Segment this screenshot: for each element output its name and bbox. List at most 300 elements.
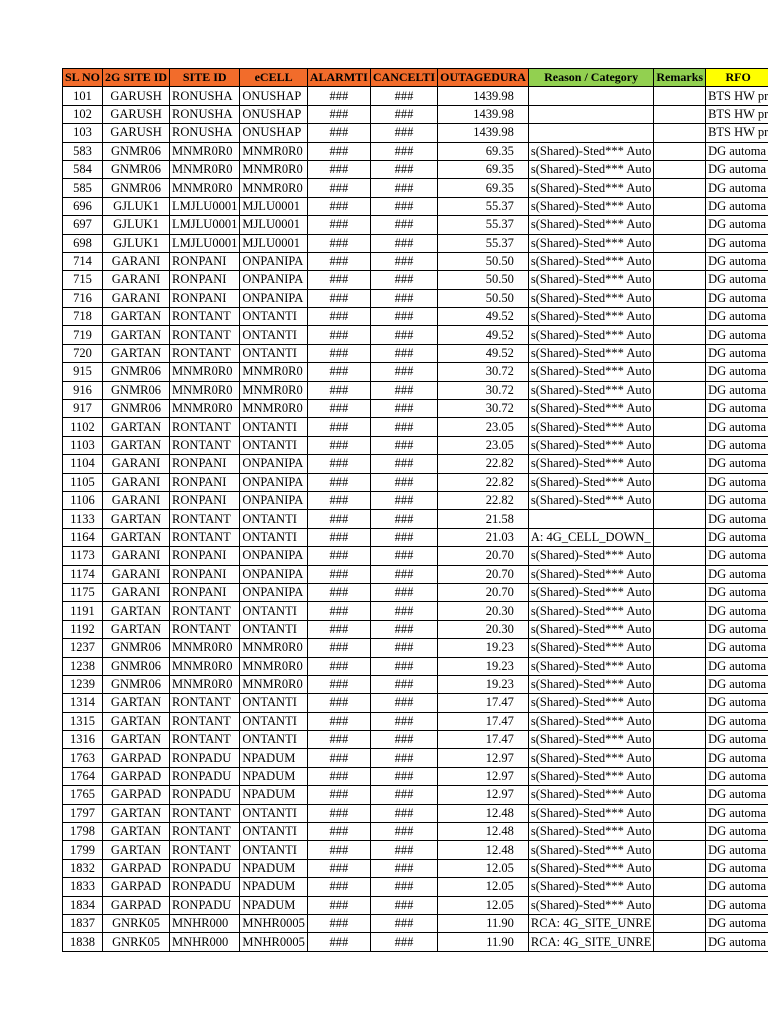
cell-site-id[interactable]: RONTANT <box>170 308 240 326</box>
cell-site-id[interactable]: RONTANT <box>170 326 240 344</box>
cell-remarks[interactable] <box>654 859 706 877</box>
cell-ecell[interactable]: MNMR0R0 <box>240 160 308 178</box>
cell-site-id[interactable]: RONPANI <box>170 547 240 565</box>
cell-cancel-time[interactable]: ### <box>370 657 437 675</box>
cell-rfo[interactable]: DG automa <box>706 308 768 326</box>
cell-cancel-time[interactable]: ### <box>370 510 437 528</box>
cell-outage-duration[interactable]: 17.47 <box>438 712 529 730</box>
cell-site-id[interactable]: RONUSHA <box>170 87 240 105</box>
cell-site-id[interactable]: RONPANI <box>170 252 240 270</box>
cell-ecell[interactable]: ONPANIPA <box>240 455 308 473</box>
cell-sl-no[interactable]: 697 <box>63 216 103 234</box>
cell-alarm-time[interactable]: ### <box>307 344 370 362</box>
cell-outage-duration[interactable]: 12.05 <box>438 896 529 914</box>
cell-alarm-time[interactable]: ### <box>307 933 370 951</box>
cell-alarm-time[interactable]: ### <box>307 767 370 785</box>
cell-outage-duration[interactable]: 20.70 <box>438 583 529 601</box>
cell-outage-duration[interactable]: 1439.98 <box>438 105 529 123</box>
cell-cancel-time[interactable]: ### <box>370 583 437 601</box>
cell-rfo[interactable]: DG automa <box>706 583 768 601</box>
cell-sl-no[interactable]: 1239 <box>63 675 103 693</box>
cell-remarks[interactable] <box>654 344 706 362</box>
cell-remarks[interactable] <box>654 400 706 418</box>
cell-2g-site-id[interactable]: GNMR06 <box>103 363 170 381</box>
cell-reason-category[interactable]: s(Shared)-Sted*** Auto <box>528 657 654 675</box>
cell-ecell[interactable]: ONPANIPA <box>240 547 308 565</box>
cell-sl-no[interactable]: 720 <box>63 344 103 362</box>
cell-rfo[interactable]: DG automa <box>706 455 768 473</box>
cell-site-id[interactable]: RONUSHA <box>170 124 240 142</box>
cell-2g-site-id[interactable]: GARPAD <box>103 896 170 914</box>
cell-reason-category[interactable]: s(Shared)-Sted*** Auto <box>528 602 654 620</box>
cell-rfo[interactable]: BTS HW pr <box>706 87 768 105</box>
cell-remarks[interactable] <box>654 804 706 822</box>
cell-rfo[interactable]: DG automa <box>706 363 768 381</box>
cell-cancel-time[interactable]: ### <box>370 381 437 399</box>
cell-cancel-time[interactable]: ### <box>370 859 437 877</box>
cell-rfo[interactable]: DG automa <box>706 731 768 749</box>
cell-alarm-time[interactable]: ### <box>307 216 370 234</box>
cell-2g-site-id[interactable]: GARTAN <box>103 694 170 712</box>
cell-site-id[interactable]: RONTANT <box>170 804 240 822</box>
cell-rfo[interactable]: DG automa <box>706 436 768 454</box>
column-header-site-id[interactable]: SITE ID <box>170 69 240 87</box>
cell-alarm-time[interactable]: ### <box>307 602 370 620</box>
cell-alarm-time[interactable]: ### <box>307 160 370 178</box>
cell-2g-site-id[interactable]: GARANI <box>103 491 170 509</box>
cell-2g-site-id[interactable]: GNMR06 <box>103 381 170 399</box>
cell-ecell[interactable]: ONPANIPA <box>240 583 308 601</box>
cell-alarm-time[interactable]: ### <box>307 105 370 123</box>
cell-ecell[interactable]: ONTANTI <box>240 528 308 546</box>
cell-rfo[interactable]: DG automa <box>706 491 768 509</box>
cell-ecell[interactable]: NPADUM <box>240 859 308 877</box>
cell-cancel-time[interactable]: ### <box>370 105 437 123</box>
cell-rfo[interactable]: DG automa <box>706 694 768 712</box>
cell-remarks[interactable] <box>654 271 706 289</box>
cell-cancel-time[interactable]: ### <box>370 473 437 491</box>
cell-sl-no[interactable]: 1763 <box>63 749 103 767</box>
cell-remarks[interactable] <box>654 675 706 693</box>
cell-reason-category[interactable]: RCA: 4G_SITE_UNRE <box>528 914 654 932</box>
cell-2g-site-id[interactable]: GARPAD <box>103 767 170 785</box>
cell-alarm-time[interactable]: ### <box>307 197 370 215</box>
cell-2g-site-id[interactable]: GARTAN <box>103 620 170 638</box>
cell-cancel-time[interactable]: ### <box>370 694 437 712</box>
cell-alarm-time[interactable]: ### <box>307 491 370 509</box>
cell-reason-category[interactable] <box>528 510 654 528</box>
cell-rfo[interactable]: DG automa <box>706 160 768 178</box>
cell-reason-category[interactable]: s(Shared)-Sted*** Auto <box>528 197 654 215</box>
cell-remarks[interactable] <box>654 363 706 381</box>
cell-site-id[interactable]: RONTANT <box>170 841 240 859</box>
cell-site-id[interactable]: LMJLU0001 <box>170 234 240 252</box>
cell-ecell[interactable]: MNMR0R0 <box>240 179 308 197</box>
cell-sl-no[interactable]: 698 <box>63 234 103 252</box>
cell-cancel-time[interactable]: ### <box>370 363 437 381</box>
cell-alarm-time[interactable]: ### <box>307 418 370 436</box>
cell-reason-category[interactable]: s(Shared)-Sted*** Auto <box>528 675 654 693</box>
cell-reason-category[interactable]: s(Shared)-Sted*** Auto <box>528 418 654 436</box>
cell-outage-duration[interactable]: 22.82 <box>438 455 529 473</box>
cell-sl-no[interactable]: 1173 <box>63 547 103 565</box>
cell-rfo[interactable]: DG automa <box>706 197 768 215</box>
cell-remarks[interactable] <box>654 124 706 142</box>
cell-2g-site-id[interactable]: GARANI <box>103 455 170 473</box>
cell-cancel-time[interactable]: ### <box>370 565 437 583</box>
cell-outage-duration[interactable]: 12.48 <box>438 841 529 859</box>
cell-alarm-time[interactable]: ### <box>307 124 370 142</box>
cell-remarks[interactable] <box>654 896 706 914</box>
cell-outage-duration[interactable]: 20.30 <box>438 620 529 638</box>
cell-reason-category[interactable]: s(Shared)-Sted*** Auto <box>528 712 654 730</box>
cell-2g-site-id[interactable]: GARTAN <box>103 712 170 730</box>
cell-sl-no[interactable]: 102 <box>63 105 103 123</box>
cell-cancel-time[interactable]: ### <box>370 344 437 362</box>
cell-ecell[interactable]: NPADUM <box>240 767 308 785</box>
cell-sl-no[interactable]: 1238 <box>63 657 103 675</box>
cell-site-id[interactable]: RONPANI <box>170 491 240 509</box>
cell-2g-site-id[interactable]: GNMR06 <box>103 400 170 418</box>
cell-alarm-time[interactable]: ### <box>307 823 370 841</box>
cell-site-id[interactable]: RONPADU <box>170 878 240 896</box>
cell-ecell[interactable]: ONTANTI <box>240 344 308 362</box>
cell-reason-category[interactable]: s(Shared)-Sted*** Auto <box>528 344 654 362</box>
cell-cancel-time[interactable]: ### <box>370 712 437 730</box>
cell-remarks[interactable] <box>654 179 706 197</box>
cell-outage-duration[interactable]: 49.52 <box>438 326 529 344</box>
cell-rfo[interactable]: DG automa <box>706 234 768 252</box>
cell-reason-category[interactable]: s(Shared)-Sted*** Auto <box>528 731 654 749</box>
cell-site-id[interactable]: LMJLU0001 <box>170 216 240 234</box>
cell-site-id[interactable]: RONPANI <box>170 271 240 289</box>
cell-ecell[interactable]: MNMR0R0 <box>240 675 308 693</box>
cell-2g-site-id[interactable]: GARTAN <box>103 528 170 546</box>
cell-site-id[interactable]: MNMR0R0 <box>170 363 240 381</box>
cell-2g-site-id[interactable]: GARTAN <box>103 823 170 841</box>
cell-2g-site-id[interactable]: GARTAN <box>103 804 170 822</box>
cell-alarm-time[interactable]: ### <box>307 510 370 528</box>
cell-site-id[interactable]: RONTANT <box>170 418 240 436</box>
cell-remarks[interactable] <box>654 639 706 657</box>
cell-sl-no[interactable]: 1103 <box>63 436 103 454</box>
cell-2g-site-id[interactable]: GNMR06 <box>103 142 170 160</box>
cell-2g-site-id[interactable]: GARANI <box>103 252 170 270</box>
cell-sl-no[interactable]: 1174 <box>63 565 103 583</box>
cell-cancel-time[interactable]: ### <box>370 841 437 859</box>
cell-sl-no[interactable]: 915 <box>63 363 103 381</box>
cell-outage-duration[interactable]: 69.35 <box>438 142 529 160</box>
cell-outage-duration[interactable]: 11.90 <box>438 914 529 932</box>
cell-rfo[interactable]: DG automa <box>706 933 768 951</box>
cell-remarks[interactable] <box>654 749 706 767</box>
cell-site-id[interactable]: RONPANI <box>170 289 240 307</box>
cell-cancel-time[interactable]: ### <box>370 271 437 289</box>
cell-2g-site-id[interactable]: GNMR06 <box>103 657 170 675</box>
cell-cancel-time[interactable]: ### <box>370 620 437 638</box>
cell-rfo[interactable]: DG automa <box>706 528 768 546</box>
cell-reason-category[interactable]: s(Shared)-Sted*** Auto <box>528 767 654 785</box>
column-header-2g-site-id[interactable]: 2G SITE ID <box>103 69 170 87</box>
cell-remarks[interactable] <box>654 436 706 454</box>
cell-2g-site-id[interactable]: GARANI <box>103 583 170 601</box>
cell-alarm-time[interactable]: ### <box>307 252 370 270</box>
cell-rfo[interactable]: DG automa <box>706 804 768 822</box>
cell-ecell[interactable]: ONPANIPA <box>240 252 308 270</box>
cell-ecell[interactable]: ONTANTI <box>240 436 308 454</box>
cell-alarm-time[interactable]: ### <box>307 87 370 105</box>
cell-ecell[interactable]: ONTANTI <box>240 823 308 841</box>
cell-sl-no[interactable]: 718 <box>63 308 103 326</box>
cell-reason-category[interactable]: s(Shared)-Sted*** Auto <box>528 841 654 859</box>
cell-remarks[interactable] <box>654 712 706 730</box>
cell-rfo[interactable]: DG automa <box>706 767 768 785</box>
cell-cancel-time[interactable]: ### <box>370 160 437 178</box>
cell-reason-category[interactable]: s(Shared)-Sted*** Auto <box>528 620 654 638</box>
cell-outage-duration[interactable]: 12.97 <box>438 786 529 804</box>
cell-remarks[interactable] <box>654 620 706 638</box>
cell-outage-duration[interactable]: 21.58 <box>438 510 529 528</box>
cell-cancel-time[interactable]: ### <box>370 142 437 160</box>
cell-2g-site-id[interactable]: GJLUK1 <box>103 197 170 215</box>
cell-rfo[interactable]: DG automa <box>706 878 768 896</box>
cell-reason-category[interactable]: s(Shared)-Sted*** Auto <box>528 234 654 252</box>
cell-reason-category[interactable]: s(Shared)-Sted*** Auto <box>528 878 654 896</box>
cell-cancel-time[interactable]: ### <box>370 436 437 454</box>
cell-cancel-time[interactable]: ### <box>370 197 437 215</box>
cell-2g-site-id[interactable]: GARANI <box>103 565 170 583</box>
cell-rfo[interactable]: DG automa <box>706 620 768 638</box>
cell-ecell[interactable]: MNMR0R0 <box>240 142 308 160</box>
cell-2g-site-id[interactable]: GARANI <box>103 547 170 565</box>
cell-cancel-time[interactable]: ### <box>370 252 437 270</box>
cell-site-id[interactable]: RONPANI <box>170 565 240 583</box>
cell-site-id[interactable]: MNMR0R0 <box>170 675 240 693</box>
cell-outage-duration[interactable]: 23.05 <box>438 436 529 454</box>
cell-site-id[interactable]: MNMR0R0 <box>170 400 240 418</box>
cell-ecell[interactable]: NPADUM <box>240 786 308 804</box>
cell-reason-category[interactable]: s(Shared)-Sted*** Auto <box>528 583 654 601</box>
cell-ecell[interactable]: MNMR0R0 <box>240 639 308 657</box>
column-header-outage-duration[interactable]: OUTAGEDURA <box>438 69 529 87</box>
cell-sl-no[interactable]: 583 <box>63 142 103 160</box>
cell-outage-duration[interactable]: 23.05 <box>438 418 529 436</box>
cell-rfo[interactable]: DG automa <box>706 675 768 693</box>
cell-alarm-time[interactable]: ### <box>307 878 370 896</box>
cell-site-id[interactable]: RONTANT <box>170 712 240 730</box>
cell-sl-no[interactable]: 1837 <box>63 914 103 932</box>
cell-cancel-time[interactable]: ### <box>370 289 437 307</box>
cell-rfo[interactable]: DG automa <box>706 400 768 418</box>
cell-alarm-time[interactable]: ### <box>307 583 370 601</box>
cell-outage-duration[interactable]: 1439.98 <box>438 87 529 105</box>
cell-site-id[interactable]: RONPADU <box>170 749 240 767</box>
cell-alarm-time[interactable]: ### <box>307 547 370 565</box>
cell-alarm-time[interactable]: ### <box>307 234 370 252</box>
cell-reason-category[interactable]: s(Shared)-Sted*** Auto <box>528 308 654 326</box>
cell-alarm-time[interactable]: ### <box>307 381 370 399</box>
cell-rfo[interactable]: DG automa <box>706 418 768 436</box>
cell-sl-no[interactable]: 1106 <box>63 491 103 509</box>
cell-reason-category[interactable]: s(Shared)-Sted*** Auto <box>528 565 654 583</box>
cell-site-id[interactable]: RONTANT <box>170 344 240 362</box>
cell-outage-duration[interactable]: 22.82 <box>438 491 529 509</box>
cell-remarks[interactable] <box>654 786 706 804</box>
cell-outage-duration[interactable]: 12.48 <box>438 804 529 822</box>
cell-2g-site-id[interactable]: GARPAD <box>103 786 170 804</box>
cell-alarm-time[interactable]: ### <box>307 528 370 546</box>
cell-site-id[interactable]: RONTANT <box>170 694 240 712</box>
cell-2g-site-id[interactable]: GARTAN <box>103 418 170 436</box>
cell-alarm-time[interactable]: ### <box>307 308 370 326</box>
cell-cancel-time[interactable]: ### <box>370 87 437 105</box>
cell-reason-category[interactable]: s(Shared)-Sted*** Auto <box>528 473 654 491</box>
cell-sl-no[interactable]: 1798 <box>63 823 103 841</box>
cell-2g-site-id[interactable]: GARTAN <box>103 344 170 362</box>
cell-sl-no[interactable]: 1133 <box>63 510 103 528</box>
cell-ecell[interactable]: ONUSHAP <box>240 105 308 123</box>
cell-site-id[interactable]: MNMR0R0 <box>170 657 240 675</box>
cell-2g-site-id[interactable]: GARPAD <box>103 859 170 877</box>
cell-outage-duration[interactable]: 69.35 <box>438 160 529 178</box>
cell-outage-duration[interactable]: 19.23 <box>438 657 529 675</box>
cell-outage-duration[interactable]: 19.23 <box>438 639 529 657</box>
cell-sl-no[interactable]: 1834 <box>63 896 103 914</box>
cell-2g-site-id[interactable]: GNMR06 <box>103 160 170 178</box>
cell-alarm-time[interactable]: ### <box>307 841 370 859</box>
cell-outage-duration[interactable]: 20.70 <box>438 547 529 565</box>
cell-sl-no[interactable]: 585 <box>63 179 103 197</box>
cell-remarks[interactable] <box>654 308 706 326</box>
cell-sl-no[interactable]: 719 <box>63 326 103 344</box>
cell-rfo[interactable]: DG automa <box>706 914 768 932</box>
cell-reason-category[interactable] <box>528 124 654 142</box>
cell-2g-site-id[interactable]: GARPAD <box>103 749 170 767</box>
cell-reason-category[interactable]: s(Shared)-Sted*** Auto <box>528 326 654 344</box>
cell-sl-no[interactable]: 1797 <box>63 804 103 822</box>
cell-rfo[interactable]: DG automa <box>706 749 768 767</box>
cell-site-id[interactable]: RONTANT <box>170 528 240 546</box>
cell-outage-duration[interactable]: 55.37 <box>438 197 529 215</box>
cell-reason-category[interactable]: s(Shared)-Sted*** Auto <box>528 639 654 657</box>
cell-reason-category[interactable]: s(Shared)-Sted*** Auto <box>528 179 654 197</box>
cell-alarm-time[interactable]: ### <box>307 179 370 197</box>
cell-cancel-time[interactable]: ### <box>370 124 437 142</box>
cell-alarm-time[interactable]: ### <box>307 473 370 491</box>
column-header-remarks[interactable]: Remarks <box>654 69 706 87</box>
cell-sl-no[interactable]: 1102 <box>63 418 103 436</box>
cell-remarks[interactable] <box>654 841 706 859</box>
cell-ecell[interactable]: MJLU0001 <box>240 234 308 252</box>
column-header-cancel-time[interactable]: CANCELTI <box>370 69 437 87</box>
cell-ecell[interactable]: ONTANTI <box>240 510 308 528</box>
cell-remarks[interactable] <box>654 87 706 105</box>
cell-alarm-time[interactable]: ### <box>307 565 370 583</box>
cell-remarks[interactable] <box>654 528 706 546</box>
cell-sl-no[interactable]: 1104 <box>63 455 103 473</box>
cell-remarks[interactable] <box>654 252 706 270</box>
cell-reason-category[interactable]: s(Shared)-Sted*** Auto <box>528 381 654 399</box>
cell-reason-category[interactable] <box>528 87 654 105</box>
cell-outage-duration[interactable]: 12.48 <box>438 823 529 841</box>
cell-site-id[interactable]: MNMR0R0 <box>170 142 240 160</box>
cell-cancel-time[interactable]: ### <box>370 547 437 565</box>
cell-rfo[interactable]: BTS HW pr <box>706 105 768 123</box>
cell-2g-site-id[interactable]: GARUSH <box>103 105 170 123</box>
cell-sl-no[interactable]: 1315 <box>63 712 103 730</box>
cell-sl-no[interactable]: 1838 <box>63 933 103 951</box>
cell-2g-site-id[interactable]: GARTAN <box>103 602 170 620</box>
cell-sl-no[interactable]: 1175 <box>63 583 103 601</box>
cell-remarks[interactable] <box>654 142 706 160</box>
cell-alarm-time[interactable]: ### <box>307 326 370 344</box>
cell-alarm-time[interactable]: ### <box>307 657 370 675</box>
cell-cancel-time[interactable]: ### <box>370 878 437 896</box>
cell-ecell[interactable]: ONTANTI <box>240 326 308 344</box>
cell-site-id[interactable]: LMJLU0001 <box>170 197 240 215</box>
cell-alarm-time[interactable]: ### <box>307 436 370 454</box>
column-header-reason-category[interactable]: Reason / Category <box>528 69 654 87</box>
cell-sl-no[interactable]: 1799 <box>63 841 103 859</box>
cell-sl-no[interactable]: 584 <box>63 160 103 178</box>
cell-ecell[interactable]: ONTANTI <box>240 841 308 859</box>
cell-2g-site-id[interactable]: GARTAN <box>103 510 170 528</box>
cell-sl-no[interactable]: 101 <box>63 87 103 105</box>
cell-rfo[interactable]: DG automa <box>706 510 768 528</box>
cell-rfo[interactable]: DG automa <box>706 344 768 362</box>
cell-reason-category[interactable] <box>528 105 654 123</box>
cell-rfo[interactable]: DG automa <box>706 216 768 234</box>
cell-cancel-time[interactable]: ### <box>370 749 437 767</box>
cell-site-id[interactable]: RONUSHA <box>170 105 240 123</box>
cell-site-id[interactable]: MNMR0R0 <box>170 160 240 178</box>
cell-sl-no[interactable]: 103 <box>63 124 103 142</box>
cell-ecell[interactable]: MNMR0R0 <box>240 381 308 399</box>
cell-reason-category[interactable]: s(Shared)-Sted*** Auto <box>528 896 654 914</box>
cell-site-id[interactable]: RONPANI <box>170 583 240 601</box>
cell-sl-no[interactable]: 1832 <box>63 859 103 877</box>
cell-sl-no[interactable]: 1765 <box>63 786 103 804</box>
cell-2g-site-id[interactable]: GJLUK1 <box>103 216 170 234</box>
cell-remarks[interactable] <box>654 381 706 399</box>
cell-ecell[interactable]: ONTANTI <box>240 712 308 730</box>
cell-remarks[interactable] <box>654 510 706 528</box>
cell-outage-duration[interactable]: 11.90 <box>438 933 529 951</box>
cell-rfo[interactable]: DG automa <box>706 786 768 804</box>
cell-reason-category[interactable]: s(Shared)-Sted*** Auto <box>528 216 654 234</box>
cell-cancel-time[interactable]: ### <box>370 418 437 436</box>
cell-cancel-time[interactable]: ### <box>370 896 437 914</box>
cell-remarks[interactable] <box>654 694 706 712</box>
cell-sl-no[interactable]: 1192 <box>63 620 103 638</box>
cell-alarm-time[interactable]: ### <box>307 804 370 822</box>
cell-remarks[interactable] <box>654 105 706 123</box>
cell-cancel-time[interactable]: ### <box>370 933 437 951</box>
cell-sl-no[interactable]: 1237 <box>63 639 103 657</box>
cell-ecell[interactable]: ONTANTI <box>240 731 308 749</box>
cell-site-id[interactable]: MNMR0R0 <box>170 381 240 399</box>
cell-reason-category[interactable]: s(Shared)-Sted*** Auto <box>528 694 654 712</box>
cell-rfo[interactable]: DG automa <box>706 896 768 914</box>
cell-sl-no[interactable]: 696 <box>63 197 103 215</box>
cell-alarm-time[interactable]: ### <box>307 400 370 418</box>
cell-outage-duration[interactable]: 12.97 <box>438 749 529 767</box>
cell-reason-category[interactable]: s(Shared)-Sted*** Auto <box>528 289 654 307</box>
cell-outage-duration[interactable]: 17.47 <box>438 694 529 712</box>
cell-alarm-time[interactable]: ### <box>307 694 370 712</box>
cell-ecell[interactable]: ONPANIPA <box>240 473 308 491</box>
cell-ecell[interactable]: MJLU0001 <box>240 216 308 234</box>
